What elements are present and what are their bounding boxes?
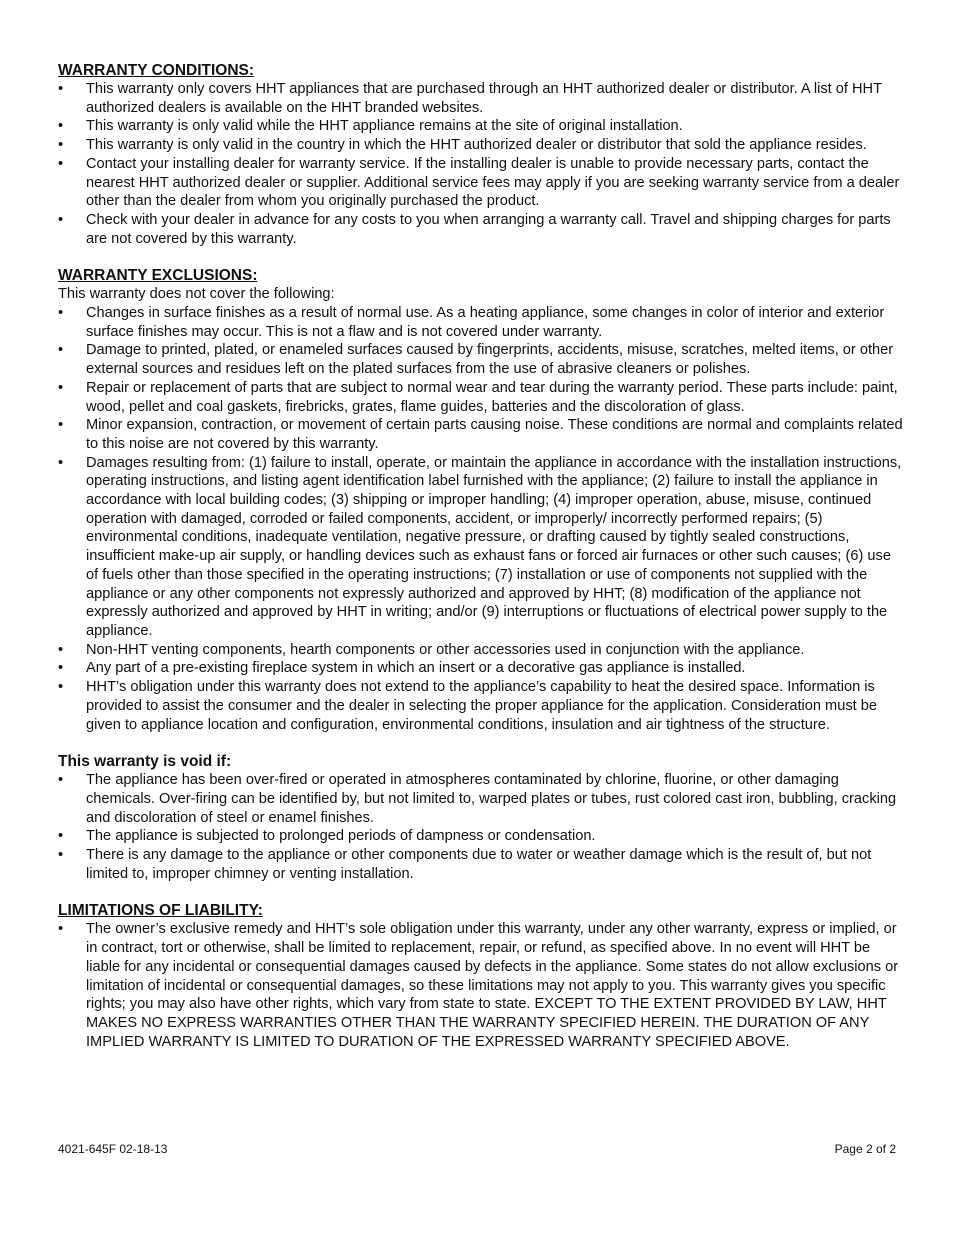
bullet-list — [58, 304, 904, 734]
bullet-glyph: • — [58, 454, 64, 471]
section-warranty-conditions — [58, 61, 904, 248]
bullet-glyph: • — [58, 679, 64, 696]
bullet-glyph: • — [58, 118, 64, 135]
bullet-list — [58, 80, 904, 248]
list-item — [58, 211, 904, 248]
list-item — [58, 920, 904, 1051]
page-number: Page 2 of 2 — [834, 1142, 896, 1156]
bullet-glyph: • — [58, 847, 64, 864]
bullet-glyph: • — [58, 417, 64, 434]
list-item-text: HHT’s obligation under this warranty does not extend to the appliance’s capability to heat the desired space. Information is provided to assist the consumer and the dealer in selecting the proper appliance for the application. Consideration must be given to appliance location and configuration, environmental conditions, insulation and air tightness of the structure. — [86, 679, 877, 733]
bullet-glyph: • — [58, 81, 64, 97]
bullet-list — [58, 771, 904, 883]
bullet-glyph: • — [58, 660, 64, 677]
list-item-text: Minor expansion, contraction, or movement of certain parts causing noise. These conditions are normal and complaints related to this noise are not covered by this warranty. — [86, 417, 903, 452]
list-item — [58, 827, 904, 846]
bullet-list — [58, 920, 904, 1051]
bullet-glyph: • — [58, 305, 64, 322]
bullet-glyph: • — [58, 641, 64, 658]
list-item-text: Non-HHT venting components, hearth components or other accessories used in conjunction with the appliance. — [86, 641, 805, 658]
section-heading: LIMITATIONS OF LIABILITY: — [58, 902, 263, 920]
list-item — [58, 454, 904, 641]
section-heading: WARRANTY CONDITIONS: — [58, 62, 255, 79]
section-intro: This warranty does not cover the following: — [58, 286, 335, 303]
list-item-text: Damage to printed, plated, or enameled surfaces caused by fingerprints, accidents, misuse, scratches, melted items, or other external sources and residues left on the plated surfaces from the use of abrasive cleaners or polishes. — [86, 342, 894, 378]
list-item — [58, 155, 904, 211]
list-item — [58, 659, 904, 678]
bullet-glyph: • — [58, 379, 64, 396]
list-item-text: The owner’s exclusive remedy and HHT’s sole obligation under this warranty, under any other warranty, express or implied, or in contract, tort or otherwise, shall be limited to replacement, repair, or refund, as specified above. In no event will HHT be liable for any incidental or consequential damages caused by defects in the appliance. Some states do not allow exclusions or limitation of incidental or consequential damages, so these limitations may not apply to you. This warranty gives you specific rights; you may also have other rights, which vary from state to state. EXCEPT TO THE EXTENT PROVIDED BY LAW, HHT MAKES NO EXPRESS WARRANTIES OTHER THAN THE WARRANTY SPECIFIED HEREIN. THE DURATION OF ANY IMPLIED WARRANTY IS LIMITED TO DURATION OF THE EXPRESSED WARRANTY SPECIFIED ABOVE. — [86, 921, 899, 1050]
list-item-text: The appliance has been over-fired or operated in atmospheres contaminated by chlorine, fluorine, or other damaging chemicals. Over-firing can be identified by, but not limited to, warped plates or tubes, rust colored cast iron, bubbling, cracking and discoloration of steel or enamel finishes. — [86, 772, 897, 826]
list-item — [58, 416, 904, 453]
document-body — [58, 61, 904, 1069]
list-item-text: This warranty is only valid in the country in which the HHT authorized dealer or distributor that sold the appliance resides. — [86, 137, 867, 154]
list-item-text: Damages resulting from: (1) failure to install, operate, or maintain the appliance in accordance with the installation instructions, operating instructions, and listing agent identification label furnished with the appliance; (2) failure to install the appliance in accordance with local building codes; (3) shipping or improper handling; (4) improper operation, abuse, misuse, continued operation with damaged, corroded or failed components, accident, or improperly/ incorrectly performed repairs; (5) environmental conditions, inadequate ventilation, negative pressure, or drafting caused by tightly sealed constructions, insufficient make-up air supply, or handling devices such as exhaust fans or forced air furnaces or other such causes; (6) use of fuels other than those specified in the operating instructions; (7) installation or use of components not supplied with the appliance or any other components not expressly authorized and approved by HHT; (8) modification of the appliance not expressly authorized and approved by HHT in writing; and/or (9) interruptions or fluctuations of electrical power supply to the appliance. — [86, 454, 902, 639]
list-item — [58, 304, 904, 341]
bullet-glyph: • — [58, 137, 64, 154]
list-item-text: This warranty is only valid while the HHT appliance remains at the site of original installation. — [86, 118, 683, 135]
section-heading: This warranty is void if: — [58, 753, 232, 771]
list-item-text: Repair or replacement of parts that are subject to normal wear and tear during the warranty period. These parts include: paint, wood, pellet and coal gaskets, firebricks, grates, flame guides, batteries and the discoloration of glass. — [86, 379, 898, 415]
list-item-text: This warranty only covers HHT appliances that are purchased through an HHT authorized dealer or distributor. A list of HHT authorized dealers is available on the HHT branded websites. — [86, 81, 882, 116]
list-item — [58, 80, 904, 117]
list-item-text: The appliance is subjected to prolonged periods of dampness or condensation. — [86, 828, 596, 845]
list-item-text: Check with your dealer in advance for any costs to you when arranging a warranty call. Travel and shipping charges for parts are not covered by this warranty. — [86, 211, 891, 247]
list-item — [58, 846, 904, 883]
list-item — [58, 678, 904, 734]
section-void-conditions — [58, 752, 904, 883]
list-item-text: There is any damage to the appliance or other components due to water or weather damage which is the result of, but not limited to, improper chimney or venting installation. — [86, 847, 872, 882]
list-item — [58, 136, 904, 155]
bullet-glyph: • — [58, 921, 64, 938]
bullet-glyph: • — [58, 828, 64, 845]
list-item-text: Any part of a pre-existing fireplace system in which an insert or a decorative gas appliance is installed. — [86, 660, 746, 677]
bullet-glyph: • — [58, 155, 64, 172]
list-item — [58, 117, 904, 136]
list-item-text: Changes in surface finishes as a result of normal use. As a heating appliance, some changes in color of interior and exterior surface finishes may occur. This is not a flaw and is not covered under warranty. — [86, 305, 885, 340]
document-code: 4021-645F 02-18-13 — [58, 1142, 168, 1156]
list-item — [58, 641, 904, 660]
list-item — [58, 341, 904, 378]
section-limitations-of-liability — [58, 901, 904, 1051]
bullet-glyph: • — [58, 342, 64, 359]
list-item-text: Contact your installing dealer for warranty service. If the installing dealer is unable to provide necessary parts, contact the nearest HHT authorized dealer or supplier. Additional service fees may apply if you are seeking warranty service from a dealer other than the dealer from whom you originally purchased the product. — [86, 155, 900, 210]
list-item — [58, 379, 904, 416]
section-warranty-exclusions — [58, 266, 904, 734]
section-heading: WARRANTY EXCLUSIONS: — [58, 267, 258, 285]
bullet-glyph: • — [58, 211, 64, 228]
list-item — [58, 771, 904, 827]
bullet-glyph: • — [58, 772, 64, 789]
